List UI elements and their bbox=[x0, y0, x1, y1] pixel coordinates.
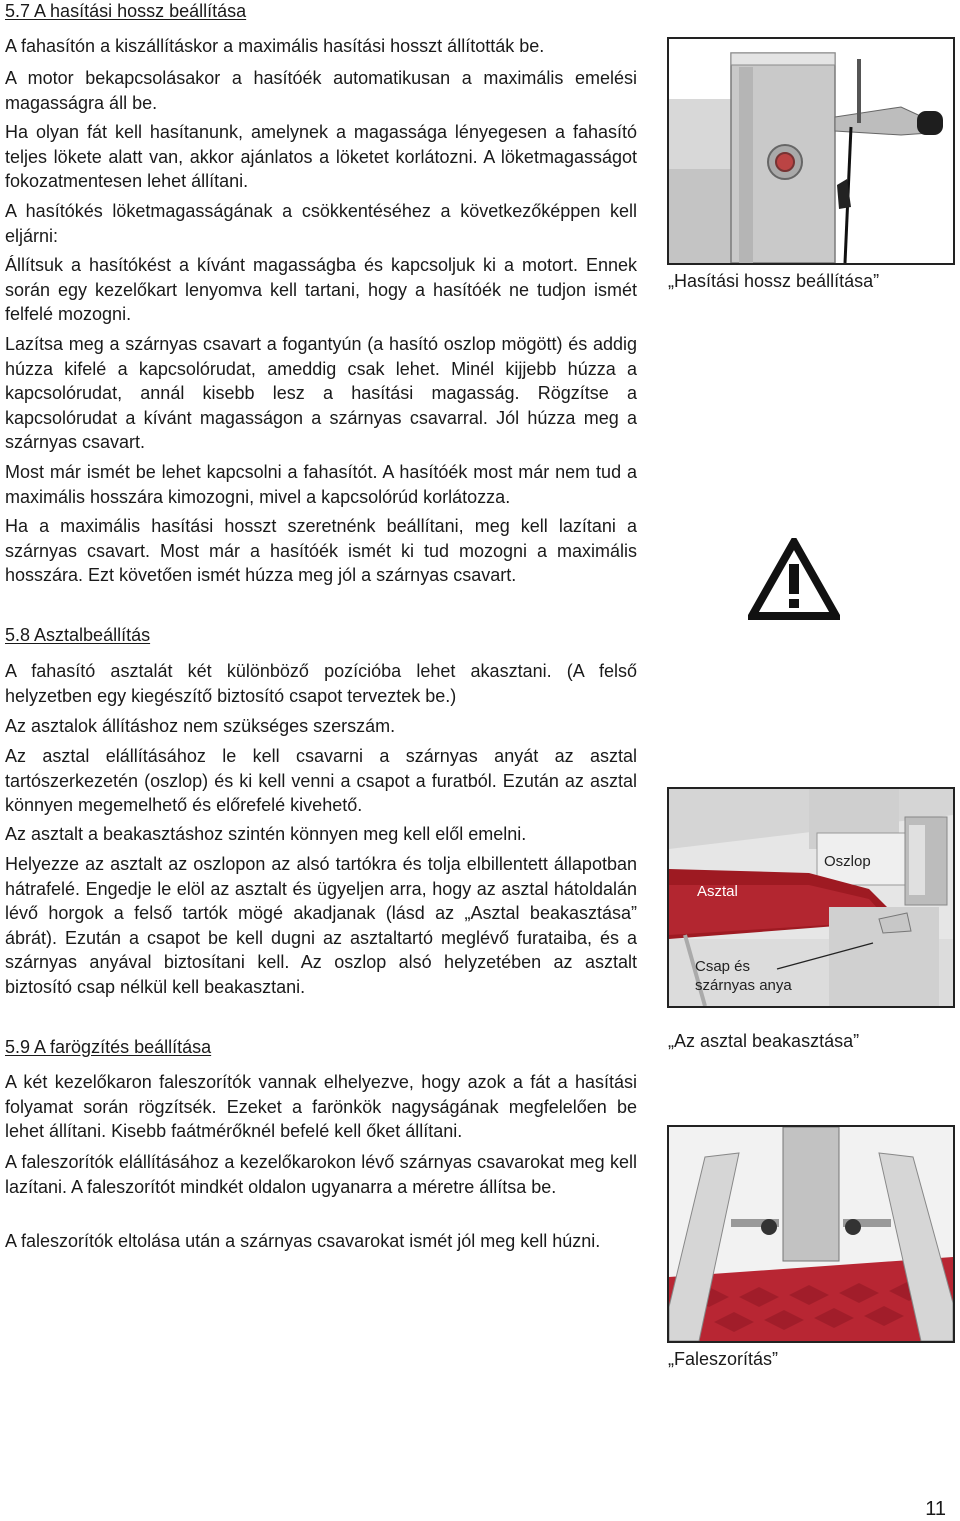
figure-caption: „Az asztal beakasztása” bbox=[668, 1031, 860, 1051]
clamp-illustration bbox=[669, 1127, 953, 1341]
paragraph: Állítsuk a hasítókést a kívánt magasságba és kapcsoljuk ki a motort. Ennek során egy kezelőkart lenyomva kell tartani, hogy a hasítóék ne tudjon ismét felfelé mozogni. bbox=[5, 255, 637, 324]
label-asztal: Asztal bbox=[697, 883, 738, 900]
section-heading-5-7: 5.7 A hasítási hossz beállítása bbox=[5, 1, 247, 21]
figure-stroke-adjustment-photo bbox=[667, 37, 955, 265]
paragraph: A faleszorítók eltolása után a szárnyas csavarokat ismét jól meg kell húzni. bbox=[5, 1231, 601, 1251]
figure-caption: „Faleszorítás” bbox=[668, 1349, 779, 1369]
paragraph: Lazítsa meg a szárnyas csavart a fogantyún (a hasító oszlop mögött) és addig húzza kifelé a kapcsolórudat, ameddig csak lehet. Minél kijjebb húzza a kapcsolórudat, annál kisebb lesz a hasítási magasság. Rögzítse a kapcsolórudat a kívánt magasságon a szárnyas csavarral. Jól húzza meg a szárnyas csavart. bbox=[5, 334, 637, 452]
page-number: 11 bbox=[925, 1498, 946, 1520]
label-oszlop: Oszlop bbox=[824, 853, 871, 870]
paragraph: Helyezze az asztalt az oszlopon az alsó tartókra és tolja elbillentett állapotban hátrafelé. Engedje le elöl az asztalt és ügyeljen arra, hogy az asztal hátoldalán lévő horgok a felső tartók mögé akadjanak (lásd az „Asztal beakasztása” ábrát). Ezután a csapot be kell dugni az asztaltartó meglévő furataiba, és a szárnyas anyával biztosítani kell. Az oszlop alsó helyzetében az asztalt biztosító csap nélkül kell beakasztani. bbox=[5, 854, 637, 997]
paragraph: A faleszorítók elállításához a kezelőkarokon lévő szárnyas csavarokat meg kell lazítani. A faleszorítót mindkét oldalon ugyanarra a méretre állítsa be. bbox=[5, 1152, 637, 1197]
paragraph: Az asztalt a beakasztáshoz szintén könnyen meg kell elől emelni. bbox=[5, 824, 527, 844]
paragraph: A két kezelőkaron faleszorítók vannak elhelyezve, hogy azok a fát a hasítási folyamat során rögzítsék. Ezeket a farönkök nagyságának megfelelően be lehet állítani. Kisebb faátmérőknél befelé kell őket állítani. bbox=[5, 1072, 637, 1141]
stroke-adjustment-illustration bbox=[669, 39, 953, 263]
label-csap-line2: szárnyas anya bbox=[695, 977, 792, 994]
paragraph: A fahasító asztalát két különböző pozícióba lehet akasztani. (A felső helyzetben egy kiegészítő biztosító csapot terveztek be.) bbox=[5, 661, 637, 706]
section-heading-5-9: 5.9 A farögzítés beállítása bbox=[5, 1037, 212, 1057]
paragraph: Ha a maximális hasítási hosszt szeretnénk beállítani, meg kell lazítani a szárnyas csavart. Most már a hasítóék ismét ki tud mozogni a maximális hosszára. Ezt követően ismét húzza meg jól a szárnyas csavart. bbox=[5, 516, 637, 585]
figure-caption: „Hasítási hossz beállítása” bbox=[668, 271, 880, 291]
paragraph: Az asztalok állításhoz nem szükséges szerszám. bbox=[5, 716, 396, 736]
figure-clamp-photo bbox=[667, 1125, 955, 1343]
section-heading-5-8: 5.8 Asztalbeállítás bbox=[5, 625, 151, 645]
paragraph: A motor bekapcsolásakor a hasítóék automatikusan a maximális emelési magasságra áll be. bbox=[5, 68, 637, 113]
paragraph: A fahasítón a kiszállításkor a maximális hasítási hosszt állították be. bbox=[5, 36, 545, 56]
label-csap-line1: Csap és bbox=[695, 958, 751, 975]
paragraph: Az asztal elállításához le kell csavarni a szárnyas anyát az asztal tartószerkezetén (oszlop) és ki kell venni a csapot a furatból. Ezután az asztal könnyen megemelhető és előrefelé kivehető. bbox=[5, 746, 637, 815]
paragraph: Most már ismét be lehet kapcsolni a fahasítót. A hasítóék most már nem tud a maximális hosszára kimozogni, mivel a kapcsolórúd korlátozza. bbox=[5, 462, 637, 507]
paragraph: Ha olyan fát kell hasítanunk, amelynek a magassága lényegesen a fahasító teljes lökete alatt van, akkor ajánlatos a löketet korlátozni. A löketmagasságot fokozatmentesen lehet állítani. bbox=[5, 122, 637, 191]
paragraph: A hasítókés löketmagasságának a csökkentéséhez a következőképpen kell eljárni: bbox=[5, 201, 637, 246]
figure-table-hanging-photo bbox=[667, 787, 955, 1008]
warning-triangle-icon bbox=[748, 538, 840, 620]
